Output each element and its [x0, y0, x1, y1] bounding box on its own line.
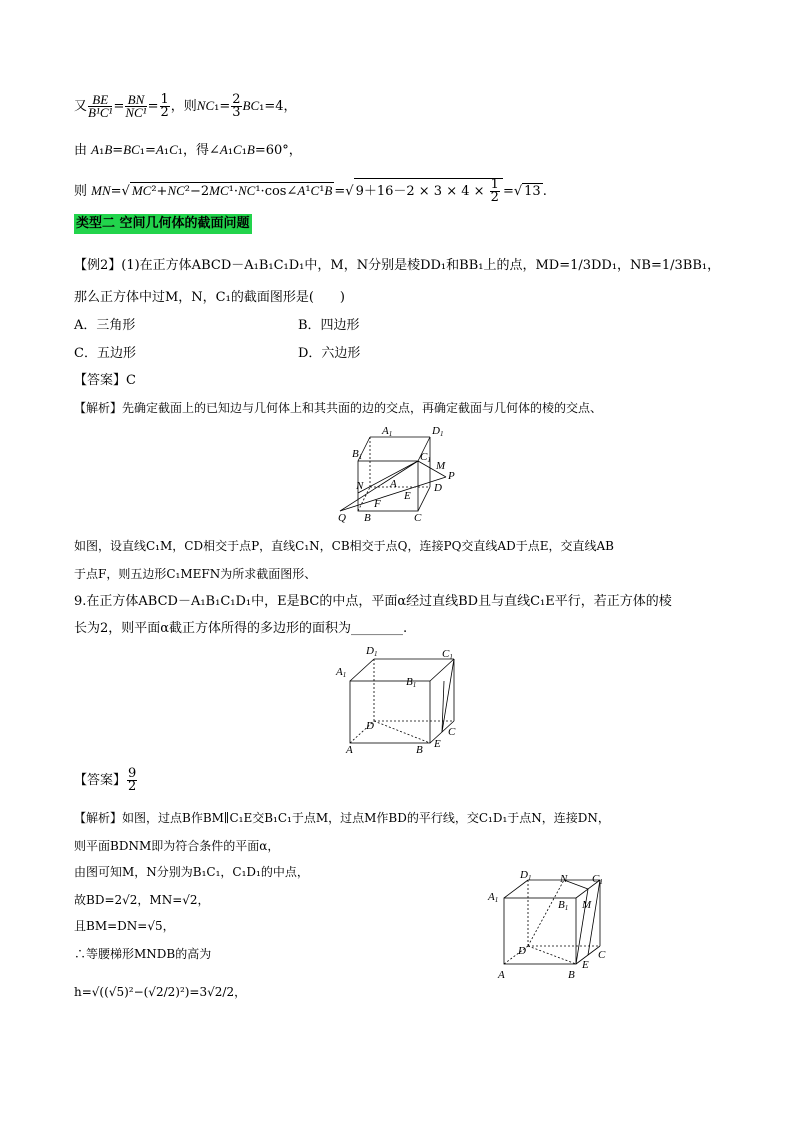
problem9-analysis-1: 【解析】如图，过点B作BM∥C₁E交B₁C₁于点M，过点M作BD的平行线，交C₁D₁于点N，连接DN， — [74, 811, 610, 825]
label-d1: D1 — [520, 869, 532, 882]
example2-explain-2: 于点F，则五边形C₁MEFN为所求截面图形、 — [74, 567, 317, 581]
label-d: D — [518, 945, 526, 957]
label-d: D — [434, 482, 442, 494]
cube-figure-1 — [330, 425, 470, 525]
label-d1: D1 — [432, 425, 444, 438]
answer-numerator: 9 — [128, 766, 137, 781]
label-n: N — [356, 480, 364, 492]
label-a1: A1 — [336, 666, 347, 679]
label-n: N — [560, 873, 568, 885]
option-a: A．三角形 — [74, 318, 136, 333]
option-c: C．五边形 — [74, 346, 136, 361]
problem9-stem-1: 9.在正方体ABCD－A₁B₁C₁D₁中，E是BC的中点，平面α经过直线BD且与直线C₁E平行，若正方体的棱 — [74, 594, 672, 609]
label-a: A — [390, 478, 397, 490]
section-heading: 类型二 空间几何体的截面问题 — [74, 214, 252, 234]
label-c1: C1 — [420, 451, 431, 464]
label-b: B — [568, 969, 575, 981]
label-c1: C1 — [442, 648, 453, 661]
label-c1: C1 — [592, 873, 603, 886]
label-e: E — [404, 490, 411, 502]
label-a: A — [498, 969, 505, 981]
label-a1: A1 — [488, 891, 499, 904]
label-d: D — [366, 720, 374, 732]
problem9-step-5: h=√((√5)²−(√2/2)²)=3√2/2， — [74, 985, 247, 999]
problem9-step-3: 且BM=DN=√5， — [74, 919, 175, 933]
problem9-step-4: ∴等腰梯形MNDB的高为 — [74, 947, 212, 961]
label-q: Q — [338, 512, 346, 524]
label-a: A — [346, 744, 353, 755]
formula-line-1: 又 $\frac{BE}{\text{B¹C¹}}$ = $\frac{BN}{\text{NC¹}}$ = $\frac{1}{2}$ ，则NC₁= $\frac{2}{3}$ BC₁=4， — [74, 92, 297, 120]
option-d: D．六边形 — [298, 346, 361, 361]
label-e: E — [582, 959, 589, 971]
label-f: F — [374, 498, 381, 510]
cube-figure-3 — [484, 868, 624, 983]
label-e: E — [434, 738, 441, 750]
formula-line-3: 则 MN=√ MC²+NC²−2MC¹·NC¹·cos∠A¹C¹B =√ 9＋16－2 × 3 × 4 × $\frac{1}{2}$ =√ 13 . — [74, 177, 547, 205]
label-c: C — [414, 512, 422, 524]
label-b: B — [364, 512, 371, 524]
label-a1: A1 — [382, 425, 393, 438]
formula-line-2: 由 A₁B=BC₁=A₁C₁，得∠A₁C₁B=60°， — [74, 142, 302, 158]
option-b: B．四边形 — [298, 318, 360, 333]
example2-stem-2: 那么正方体中过M，N，C₁的截面图形是( ) — [74, 290, 345, 305]
example2-answer: 【答案】C — [74, 373, 136, 388]
label-d1: D1 — [366, 645, 378, 658]
problem9-step-1: 由图可知M，N分别为B₁C₁，C₁D₁的中点， — [74, 865, 309, 879]
answer-denominator: 2 — [128, 779, 137, 794]
problem9-stem-2: 长为2，则平面α截正方体所得的多边形的面积为________. — [74, 621, 408, 636]
label-m: M — [582, 899, 592, 911]
cube-figure-2 — [330, 645, 470, 755]
label-c: C — [448, 726, 456, 738]
answer-label: 【答案】 — [74, 773, 127, 788]
label-b1: B1 — [406, 676, 417, 689]
example2-analysis: 【解析】先确定截面上的已知边与几何体上和其共面的边的交点，再确定截面与几何体的棱的交点、 — [74, 401, 603, 415]
label-p: P — [448, 470, 455, 482]
label-m: M — [436, 460, 446, 472]
label-c: C — [598, 949, 606, 961]
example2-explain-1: 如图，设直线C₁M，CD相交于点P，直线C₁N，CB相交于点Q，连接PQ交直线AD于点E，交直线AB — [74, 539, 614, 553]
problem9-step-2: 故BD=2√2，MN=√2， — [74, 893, 210, 907]
example2-stem-1: 【例2】(1)在正方体ABCD－A₁B₁C₁D₁中，M，N分别是棱DD₁和BB₁上的点，MD=1/3DD₁，NB=1/3BB₁， — [74, 258, 721, 273]
label-b: B — [416, 744, 423, 755]
problem9-answer — [74, 768, 138, 793]
problem9-analysis-2: 则平面BDNM即为符合条件的平面α， — [74, 839, 280, 853]
label-b1: B1 — [352, 448, 363, 461]
label-b1: B1 — [558, 899, 569, 912]
